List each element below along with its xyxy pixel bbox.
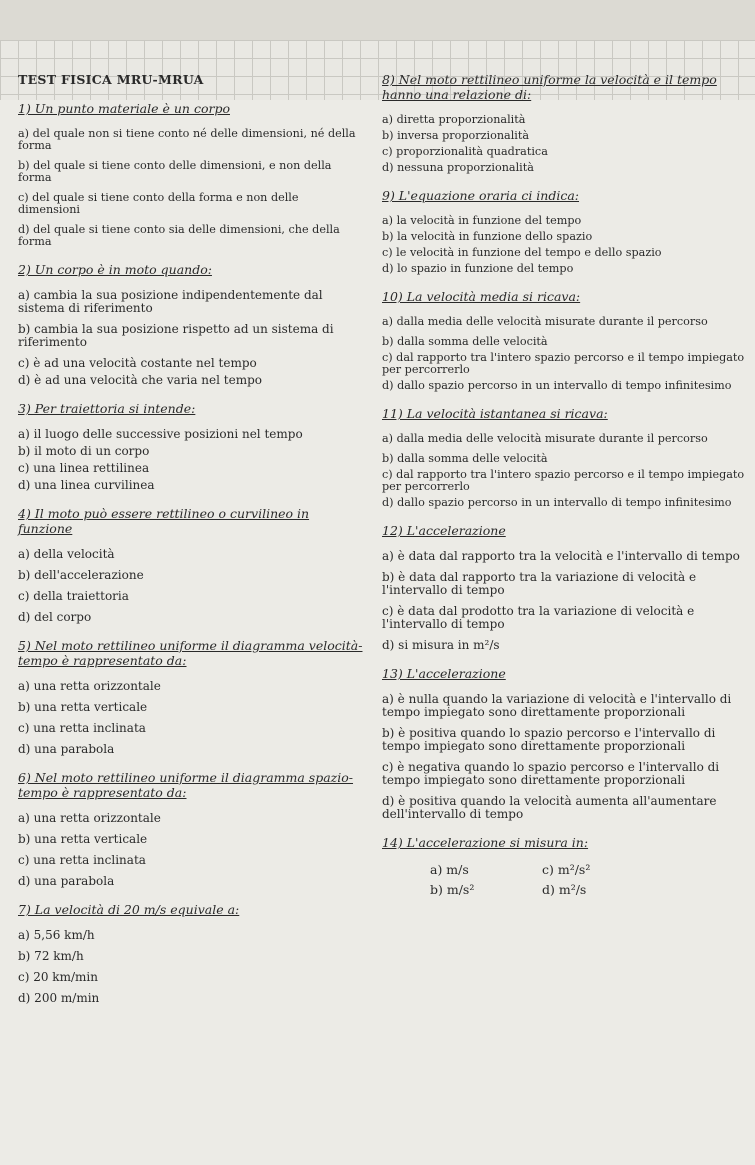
question-7 [18,902,363,1005]
option-c: c) una retta inclinata [18,721,146,735]
question-title: 12) L'accelerazione [382,523,506,538]
option-d: d) è positiva quando la velocità aumenta all'aumentare dell'intervallo di tempo [382,794,717,821]
option-a: a) è data dal rapporto tra la velocità e l'intervallo di tempo [382,549,740,563]
option-c: c) del quale si tiene conto della forma e non delle dimensioni [18,191,299,216]
option-a: a) dalla media delle velocità misurate durante il percorso [382,432,708,445]
option-c: c) proporzionalità quadratica [382,145,548,158]
question-title: 11) La velocità istantanea si ricava: [382,406,608,421]
question-11 [382,406,752,509]
option-c: c) una retta inclinata [18,853,146,867]
option-d: d) una parabola [18,874,115,888]
option-c: c) è negativa quando lo spazio percorso e l'intervallo di tempo impiegato sono direttamente proporzionali [382,760,720,787]
option-b: b) cambia la sua posizione rispetto ad un sistema di riferimento [18,322,334,349]
option-c: c) le velocità in funzione del tempo e dello spazio [382,246,662,259]
question-8 [382,72,752,174]
question-title: 2) Un corpo è in moto quando: [18,262,212,277]
option-b: b) dalla somma delle velocità [382,452,548,465]
option-a: a) dalla media delle velocità misurate durante il percorso [382,315,708,328]
option-d: d) 200 m/min [18,991,100,1005]
document-title: TEST FISICA MRU-MRUA [18,72,204,87]
option-d: d) nessuna proporzionalità [382,161,534,174]
option-b: b) la velocità in funzione dello spazio [382,230,593,243]
option-b: b) è data dal rapporto tra la variazione di velocità e l'intervallo di tempo [382,570,697,597]
question-6 [18,770,363,888]
question-14 [382,835,752,900]
option-a: a) diretta proporzionalità [382,113,526,126]
question-title: 13) L'accelerazione [382,666,506,681]
option-c: c) una linea rettilinea [18,461,150,475]
question-title: 7) La velocità di 20 m/s equivale a: [18,902,240,917]
option-d: d) dallo spazio percorso in un intervallo di tempo infinitesimo [382,496,732,509]
option-a: a) del quale non si tiene conto né delle dimensioni, né della forma [18,127,356,152]
option-a: a) il luogo delle successive posizioni nel tempo [18,427,303,441]
question-title: 3) Per traiettoria si intende: [18,401,196,416]
question-title: 8) Nel moto rettilineo uniforme la velocità e il tempo hanno una relazione di: [382,72,717,102]
option-d: d) è ad una velocità che varia nel tempo [18,373,262,387]
option-a: a) cambia la sua posizione indipendentemente dal sistema di riferimento [18,288,323,315]
question-title: 6) Nel moto rettilineo uniforme il diagramma spazio-tempo è rappresentato da: [18,770,354,800]
option-c: c) dal rapporto tra l'intero spazio percorso e il tempo impiegato per percorrerlo [382,468,745,493]
left-column [18,72,363,1013]
option-d: d) una linea curvilinea [18,478,155,492]
question-4 [18,506,363,624]
question-title: 1) Un punto materiale è un corpo [18,101,230,116]
question-10 [382,289,752,392]
option-d: d) del quale si tiene conto sia delle dimensioni, che della forma [18,223,340,248]
question-12 [382,523,752,652]
option-b: b) dalla somma delle velocità [382,335,548,348]
question-title: 5) Nel moto rettilineo uniforme il diagramma velocità-tempo è rappresentato da: [18,638,363,668]
option-b: b) una retta verticale [18,832,148,846]
option-c: c) dal rapporto tra l'intero spazio percorso e il tempo impiegato per percorrerlo [382,351,745,376]
option-a: a) è nulla quando la variazione di velocità e l'intervallo di tempo impiegato sono direttamente proporzionali [382,692,732,719]
question-title: 14) L'accelerazione si misura in: [382,835,589,850]
option-c: c) m²/s² [542,862,591,877]
unit-options [382,862,752,900]
option-b: b) m/s² [430,882,475,897]
question-title: 4) Il moto può essere rettilineo o curvilineo in funzione [18,506,310,536]
option-b: b) inversa proporzionalità [382,129,530,142]
option-d: d) si misura in m²/s [382,638,500,652]
option-c: c) è data dal prodotto tra la variazione di velocità e l'intervallo di tempo [382,604,695,631]
option-b: b) una retta verticale [18,700,148,714]
option-b: b) 72 km/h [18,949,84,963]
option-d: d) lo spazio in funzione del tempo [382,262,574,275]
option-d: d) dallo spazio percorso in un intervallo di tempo infinitesimo [382,379,732,392]
option-a: a) della velocità [18,547,115,561]
option-a: a) m/s [430,862,469,877]
option-b: b) il moto di un corpo [18,444,150,458]
question-title: 9) L'equazione oraria ci indica: [382,188,580,203]
option-a: a) una retta orizzontale [18,811,161,825]
option-a: a) 5,56 km/h [18,928,95,942]
question-9 [382,188,752,275]
question-title: 10) La velocità media si ricava: [382,289,581,304]
option-b: b) è positiva quando lo spazio percorso e l'intervallo di tempo impiegato sono direttamente proporzionali [382,726,716,753]
question-5 [18,638,363,756]
option-c: c) 20 km/min [18,970,98,984]
option-d: d) una parabola [18,742,115,756]
question-13 [382,666,752,821]
option-d: d) del corpo [18,610,92,624]
question-3 [18,401,363,492]
question-2 [18,262,363,387]
option-a: a) la velocità in funzione del tempo [382,214,582,227]
option-b: b) del quale si tiene conto delle dimensioni, e non della forma [18,159,332,184]
right-column [382,72,752,900]
option-c: c) è ad una velocità costante nel tempo [18,356,257,370]
option-c: c) della traiettoria [18,589,129,603]
option-b: b) dell'accelerazione [18,568,144,582]
option-d: d) m²/s [542,882,587,897]
option-a: a) una retta orizzontale [18,679,161,693]
question-1 [18,101,363,248]
